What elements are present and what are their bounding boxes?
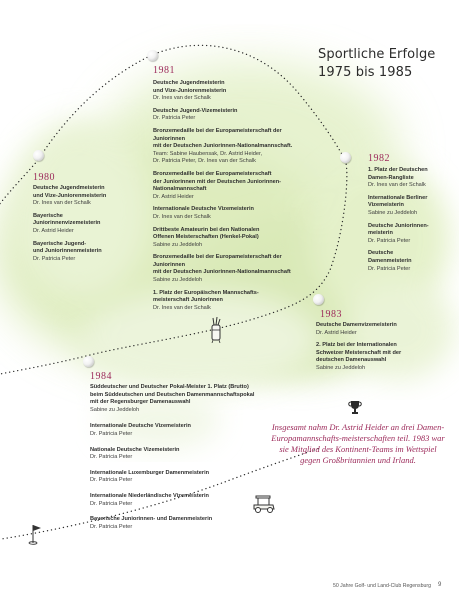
entry-people: Dr. Patricia Peter [90, 523, 133, 530]
list-item [368, 250, 453, 273]
list-item [33, 241, 138, 264]
list-item [368, 167, 453, 190]
entry-people: Sabine zu Jeddeloh [368, 209, 418, 216]
list-item [153, 108, 313, 123]
page-number: 9 [438, 582, 442, 588]
list-item [90, 423, 280, 438]
entry-title: Bronzemedaille bei der Europameisterschaft der Juniorinnen mit der Deutschen Juniorinnen- Nationalmannschaft [153, 170, 282, 193]
list-item [153, 290, 313, 313]
year-block-1982 [368, 167, 453, 278]
list-item [316, 322, 441, 337]
entry-title: Internationale Berliner Vizemeisterin [368, 194, 428, 209]
entry-title: Süddeutscher und Deutscher Pokal-Meister 1. Platz (Brutto) beim Süddeutschen und Deutschen Damenmannschaftspokal mit der Regensburger Damenauswahl [90, 384, 255, 406]
golf-bag-icon [208, 317, 224, 343]
entry-title: Internationale Deutsche Vizemeisterin [153, 206, 254, 213]
entry-people: Dr. Astrid Heider [316, 329, 357, 336]
list-item [90, 470, 280, 485]
entry-title: Bronzemedaille bei der Europameisterschaft der Juniorinnen mit der Deutschen Juniorinnen-Nationalmannschaft. [153, 127, 293, 150]
list-item [153, 254, 313, 284]
entry-title: Bronzemedaille bei der Europameisterschaft der Juniorinnen mit der Deutschen Juniorinnen-Nationalmannschaft [153, 254, 291, 276]
entry-people: Sabine zu Jeddeloh [153, 277, 203, 284]
list-item [33, 213, 138, 236]
entry-title: Deutsche Jugendmeisterin und Vize-Juniorenmeisterin [33, 185, 107, 199]
year-block-1981 [153, 80, 313, 317]
golf-ball-icon [33, 150, 44, 161]
golf-flag-icon [28, 523, 44, 545]
entry-people: Dr. Patricia Peter [153, 115, 196, 122]
footer-text: 50 Jahre Golf- und Land-Club Regensburg [332, 583, 431, 589]
golf-ball-icon [83, 356, 94, 367]
year-label-1981: 1981 [153, 65, 175, 76]
entry-people: Dr. Ines van der Schalk [153, 304, 211, 311]
entry-title: Drittbeste Amateurin bei den Nationalen Offenen Meisterschaften (Henkel-Pokal) [153, 226, 260, 241]
year-label-1984: 1984 [90, 371, 112, 382]
entry-people: Dr. Ines van der Schalk [33, 200, 91, 207]
list-item [153, 171, 313, 201]
entry-title: Internationale Niederländische Vizemeisterin [90, 492, 209, 499]
entry-people: Dr. Patricia Peter [90, 477, 133, 484]
entry-people: Team: Sabine Haubensak, Dr. Astrid Heider, Dr. Patricia Peter, Dr. Ines van der Schalk [153, 150, 263, 165]
entry-people: Dr. Astrid Heider [153, 193, 194, 200]
entry-people: Dr. Patricia Peter [90, 430, 133, 437]
page-title [318, 46, 453, 82]
entry-people: Dr. Patricia Peter [368, 237, 411, 244]
entry-people: Dr. Ines van der Schalk [153, 213, 211, 220]
entry-title: Nationale Deutsche Vizemeisterin [90, 446, 180, 453]
entry-title: Bayerische Juniorinnenvizemeisterin [33, 212, 101, 227]
entry-title: Bayerische Jugend- und Juniorinnenmeisterin [33, 240, 102, 255]
year-block-1980 [33, 185, 138, 268]
title-line-1: Sportliche Erfolge [318, 47, 436, 62]
year-label-1982: 1982 [368, 153, 390, 164]
entry-title: 1. Platz der Europäischen Mannschafts- meisterschaft Juniorinnen [153, 289, 259, 304]
entry-title: 1. Platz der Deutschen Damen-Rangliste [368, 167, 428, 181]
year-label-1980: 1980 [33, 172, 55, 183]
golf-ball-icon [340, 152, 351, 163]
entry-title: 2. Platz bei der Internationalen Schweizer Meisterschaft mit der deutschen Damenauswahl [316, 342, 402, 364]
entry-people: Dr. Astrid Heider [33, 227, 74, 234]
entry-title: Bayerische Juniorinnen- und Damenmeisterin [90, 516, 213, 523]
list-item [153, 128, 313, 166]
entry-people: Dr. Patricia Peter [368, 265, 411, 272]
golf-ball-icon [313, 294, 324, 305]
list-item [368, 195, 453, 218]
entry-people: Sabine zu Jeddeloh [90, 406, 140, 413]
trophy-icon [348, 400, 362, 416]
title-line-2: 1975 bis 1985 [318, 65, 413, 80]
entry-people: Sabine zu Jeddeloh [153, 241, 203, 248]
entry-title: Deutsche Damenvizemeisterin [316, 322, 397, 328]
year-block-1983 [316, 322, 441, 378]
entry-title: Internationale Luxemburger Damenmeisterin [90, 469, 210, 476]
quote-text: Insgesamt nahm Dr. Astrid Heider an drei Damen-Europamannschafts-meisterschaften teil. 1983 war sie Mitglied des Kontinent-Teams im Wettspiel gegen Großbritannien und Irland. [271, 422, 445, 465]
entry-title: Deutsche Jugendmeisterin und Vize-Juniorenmeisterin [153, 80, 227, 94]
list-item [153, 227, 313, 250]
entry-people: Dr. Patricia Peter [33, 255, 76, 262]
list-item [153, 80, 313, 103]
entry-title: Internationale Deutsche Vizemeisterin [90, 423, 191, 430]
list-item [90, 516, 280, 531]
entry-title: Deutsche Jugend-Vizemeisterin [153, 107, 238, 114]
golf-ball-icon [147, 50, 158, 61]
list-item [33, 185, 138, 208]
list-item [153, 206, 313, 221]
entry-people: Dr. Ines van der Schalk [368, 182, 426, 189]
golf-cart-icon [252, 494, 276, 514]
entry-people: Dr. Ines van der Schalk [153, 95, 211, 102]
entry-title: Deutsche Damenmeisterin [368, 250, 412, 264]
entry-people: Dr. Patricia Peter [90, 500, 133, 507]
list-item [90, 384, 280, 414]
entry-title: Deutsche Juniorinnen- meisterin [368, 222, 429, 237]
entry-people: Dr. Patricia Peter [90, 454, 133, 461]
list-item [90, 447, 280, 462]
year-label-1983: 1983 [320, 309, 342, 320]
entry-people: Sabine zu Jeddeloh [316, 364, 366, 371]
list-item [368, 223, 453, 246]
list-item [316, 342, 441, 372]
